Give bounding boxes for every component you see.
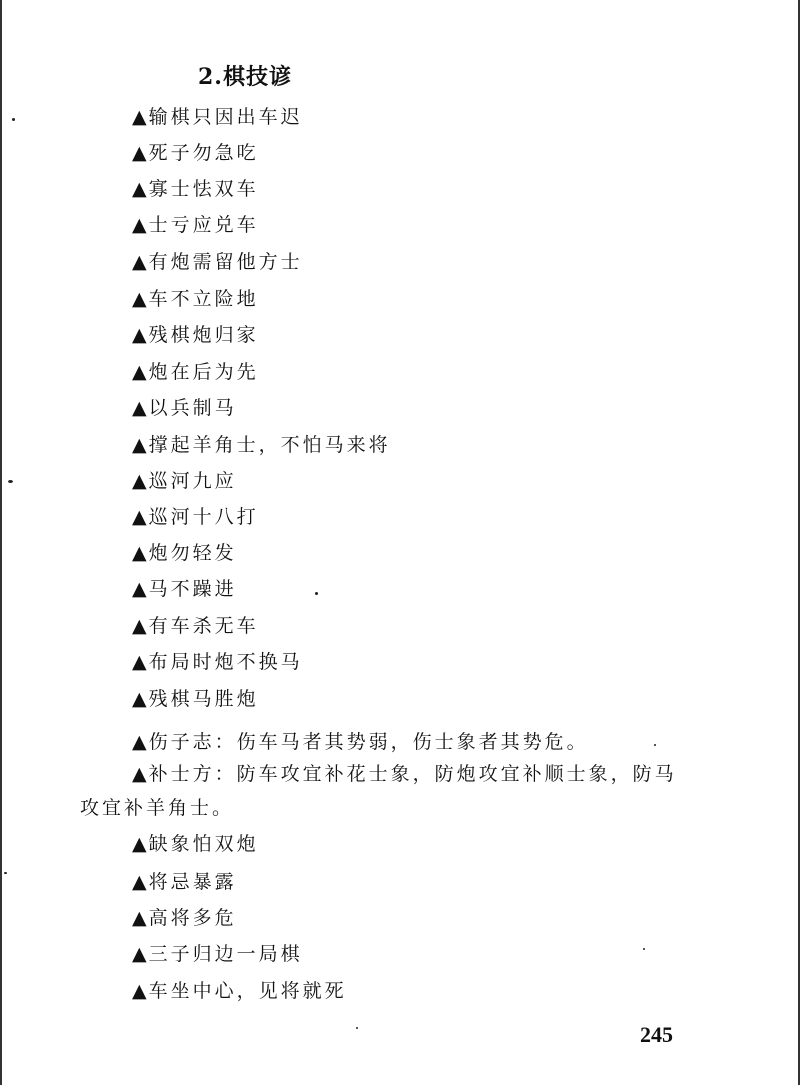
triangle-bullet-icon: ▲ [132,907,147,929]
proverb-item [132,650,303,674]
proverb-item [132,250,303,274]
proverb-item [132,287,259,311]
proverb-item [132,979,347,1003]
proverb-item [132,323,259,347]
scan-speck [356,1027,358,1029]
scan-speck [4,872,7,874]
triangle-bullet-icon: ▲ [132,106,147,128]
proverb-text: 有车杀无车 [148,615,259,637]
triangle-bullet-icon: ▲ [132,324,147,346]
proverb-text: 巡河十八打 [148,506,259,528]
triangle-bullet-icon: ▲ [132,943,147,965]
proverb-item [132,577,237,601]
proverb-text: 三子归边一局棋 [148,943,303,965]
triangle-bullet-icon: ▲ [132,288,147,310]
proverb-text: 布局时炮不换马 [148,651,303,673]
proverb-item [132,396,237,420]
proverb-item [132,469,237,493]
proverb-text: 高将多危 [148,907,237,929]
proverb-text: 伤子志：伤车马者其势弱，伤士象者其势危。 [148,731,589,753]
proverb-item [132,870,237,894]
proverb-text: 撑起羊角士，不怕马来将 [148,434,391,456]
triangle-bullet-icon: ▲ [132,542,147,564]
proverb-text: 马不躁进 [148,578,237,600]
triangle-bullet-icon: ▲ [132,871,147,893]
proverb-item [132,906,237,930]
proverb-text: 将忌暴露 [148,871,237,893]
triangle-bullet-icon: ▲ [132,980,147,1002]
scan-speck [315,592,318,595]
proverb-text: 缺象怕双炮 [148,833,259,855]
proverb-item [132,541,237,565]
proverb-text: 以兵制马 [148,397,237,419]
proverb-item [132,360,259,384]
triangle-bullet-icon: ▲ [132,251,147,273]
triangle-bullet-icon: ▲ [132,361,147,383]
triangle-bullet-icon: ▲ [132,178,147,200]
proverb-text: 炮勿轻发 [148,542,237,564]
triangle-bullet-icon: ▲ [132,763,147,785]
triangle-bullet-icon: ▲ [132,434,147,456]
triangle-bullet-icon: ▲ [132,214,147,236]
triangle-bullet-icon: ▲ [132,651,147,673]
proverb-item [132,213,259,237]
proverb-text: 士亏应兑车 [148,214,259,236]
proverb-item [132,505,259,529]
scan-speck [8,480,13,483]
section-title: 2.棋技谚 [198,64,292,90]
scan-speck [12,118,15,121]
proverb-item [132,177,259,201]
triangle-bullet-icon: ▲ [132,142,147,164]
proverb-text: 炮在后为先 [148,361,259,383]
proverb-item [132,762,677,786]
proverb-text: 巡河九应 [148,470,237,492]
proverb-item [132,105,303,129]
proverb-item [132,433,391,457]
proverb-text: 残棋马胜炮 [148,688,259,710]
proverb-continuation: 攻宜补羊角士。 [80,797,235,819]
triangle-bullet-icon: ▲ [132,506,147,528]
proverb-item [132,942,303,966]
triangle-bullet-icon: ▲ [132,470,147,492]
triangle-bullet-icon: ▲ [132,833,147,855]
proverb-text: 寡士怯双车 [148,178,259,200]
proverb-item [132,832,259,856]
page-number: 245 [640,1022,673,1047]
proverb-item [132,141,259,165]
proverb-text: 补士方：防车攻宜补花士象，防炮攻宜补顺士象，防马 [148,763,677,785]
proverb-text: 输棋只因出车迟 [148,106,303,128]
proverb-text: 车坐中心，见将就死 [148,980,347,1002]
triangle-bullet-icon: ▲ [132,731,147,753]
scan-speck [643,948,645,950]
proverb-item [132,614,259,638]
proverb-text: 车不立险地 [148,288,259,310]
proverb-text: 死子勿急吃 [148,142,259,164]
proverb-text: 残棋炮归家 [148,324,259,346]
triangle-bullet-icon: ▲ [132,615,147,637]
proverb-text: 有炮需留他方士 [148,251,303,273]
proverb-item [132,730,589,754]
triangle-bullet-icon: ▲ [132,397,147,419]
triangle-bullet-icon: ▲ [132,578,147,600]
scan-speck [654,744,656,746]
triangle-bullet-icon: ▲ [132,688,147,710]
proverb-item [132,687,259,711]
page-edge-left [0,0,2,1085]
